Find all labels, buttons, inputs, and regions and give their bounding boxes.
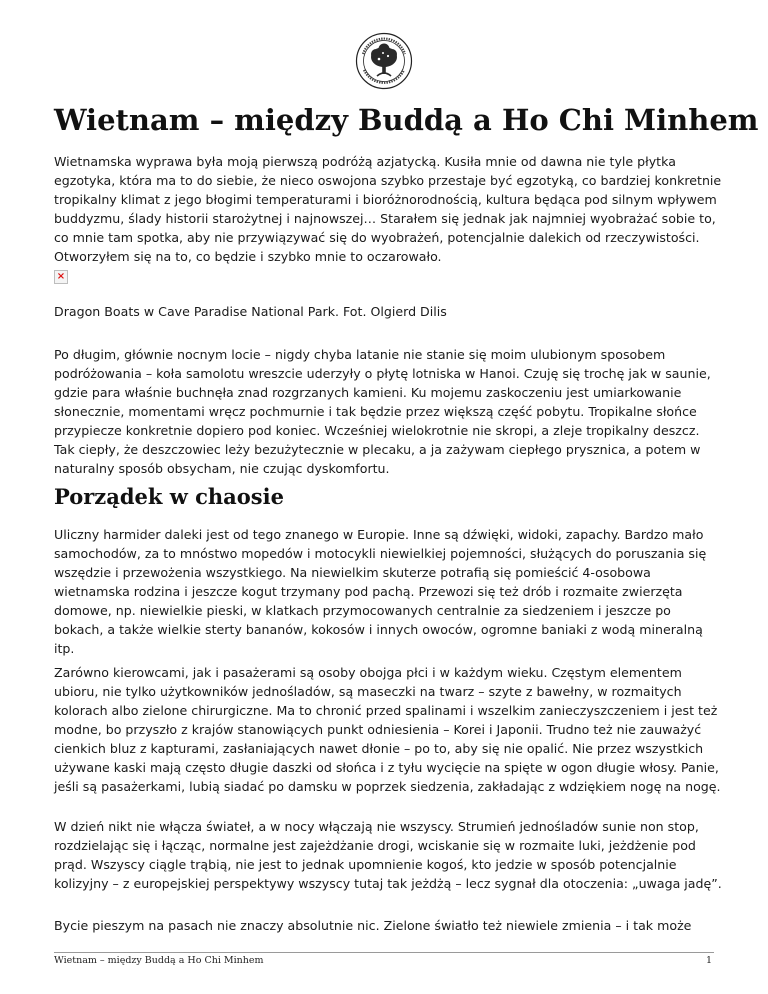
intro-paragraph: Wietnamska wyprawa była moją pierwszą podróżą azjatycką. Kusiła mnie od dawna nie tyle płytka egzotyka, która ma to do siebie, że nieco oswojona szybko przestaje być egzotyką, co bardziej konkretnie tropikalny klimat z jego błogimi temperaturami i bioróżnorodnością, kultura będąca pod silnym wpływem buddyzmu, ślady historii starożytnej i najnowszej… Starałem się jednak jak najmniej wyobrażać sobie to, co mnie tam spotka, aby nie przywiązywać się do wyobrażeń, potencjalnie dalekich od rzeczywistości. Otworzyłem się na to, co będzie i szybko mnie to oczarowało.: [54, 154, 722, 264]
footer-title: Wietnam – między Buddą a Ho Chi Minhem: [54, 955, 264, 966]
traffic-paragraph-2: Zarówno kierowcami, jak i pasażerami są osoby obojga płci i w każdym wieku. Częstym elementem ubioru, nie tylko użytkowników jednośladów, są maseczki na twarz – szyte z bawełny, w rozmaitych kolorach albo zielone chirurgiczne. Ma to chronić przed spalinami i wszelkim zanieczyszczeniem i jest też modne, bo przyszło z krajów stanowiących punkt odniesienia – Korei i Japonii. Trudno też nie zauważyć cienkich bluz z kapturami, zasłaniających nawet dłonie – po to, aby się nie opalić. Nie przez wszystkich używane kaski mają często długie daszki od słońca i z tyłu wycięcie na spięte w ogon długie włosy. Panie, jeśli są pasażerkami, lubią siadać po damsku w poprzek siedzenia, zakładając z wdziękiem nogę na nogę.: [54, 665, 721, 794]
broken-image-icon: [54, 270, 68, 284]
document-title: Wietnam – między Buddą a Ho Chi Minhem: [54, 103, 759, 137]
footer-divider: [54, 952, 714, 953]
image-caption: Dragon Boats w Cave Paradise National Park. Fot. Olgierd Dilis: [54, 304, 447, 319]
broken-image-mark: ×: [56, 271, 66, 282]
arrival-paragraph: Po długim, głównie nocnym locie – nigdy chyba latanie nie stanie się moim ulubionym sposobem podróżowania – koła samolotu wreszcie uderzyły o płytę lotniska w Hanoi. Czuję się trochę jak w saunie, gdzie para właśnie buchnęła znad rozgrzanych kamieni. Ku mojemu zaskoczeniu jest umiarkowanie słonecznie, momentami wręcz pochmurnie i tak będzie przez większą część pobytu. Tropikalne słońce przypiecze konkretnie dopiero pod koniec. Wcześniej wielokrotnie nie skropi, a zleje tropikalny deszcz. Tak ciepły, że deszczowiec leży bezużytecznie w plecaku, a ja zażywam ciepłego prysznica, a potem w naturalny sposób obsycham, nie czując dyskomfortu.: [54, 347, 711, 476]
footer-page-number: 1: [705, 955, 712, 966]
section-heading: Porządek w chaosie: [54, 484, 284, 509]
traffic-paragraph-3: W dzień nikt nie włącza świateł, a w nocy włączają nie wszyscy. Strumień jednośladów sunie non stop, rozdzielając się i łącząc, normalne jest zajeżdżanie drogi, wciskanie się w rozmaite luki, jeżdżenie pod prąd. Wszyscy ciągle trąbią, nie jest to jednak upomnienie kogoś, kto jedzie w sposób potencjalnie kolizyjny – z europejskiej perspektywy wszyscy tutaj tak jeżdżą – lecz sygnał dla otoczenia: „uwaga jadę”.: [54, 819, 722, 891]
traffic-paragraph-4: Bycie pieszym na pasach nie znaczy absolutnie nic. Zielone światło też niewiele zmienia – i tak może: [54, 918, 692, 933]
logo: [355, 32, 413, 90]
traffic-paragraph-1: Uliczny harmider daleki jest od tego znanego w Europie. Inne są dźwięki, widoki, zapachy. Bardzo mało samochodów, za to mnóstwo mopedów i motocykli niewielkiej pojemności, służących do poruszania się wszędzie i przewożenia wszystkiego. Na niewielkim skuterze potrafią się pomieścić 4-osobowa wietnamska rodzina i jeszcze kogut trzymany pod pachą. Przewozi się też drób i rozmaite zwierzęta domowe, np. niewielkie pieski, w klatkach przymocowanych centralnie za siedzeniem i jeszcze po bokach, a także wielkie sterty bananów, kokosów i innych owoców, ogromne baniaki z wodą mineralną itp.: [54, 527, 707, 656]
